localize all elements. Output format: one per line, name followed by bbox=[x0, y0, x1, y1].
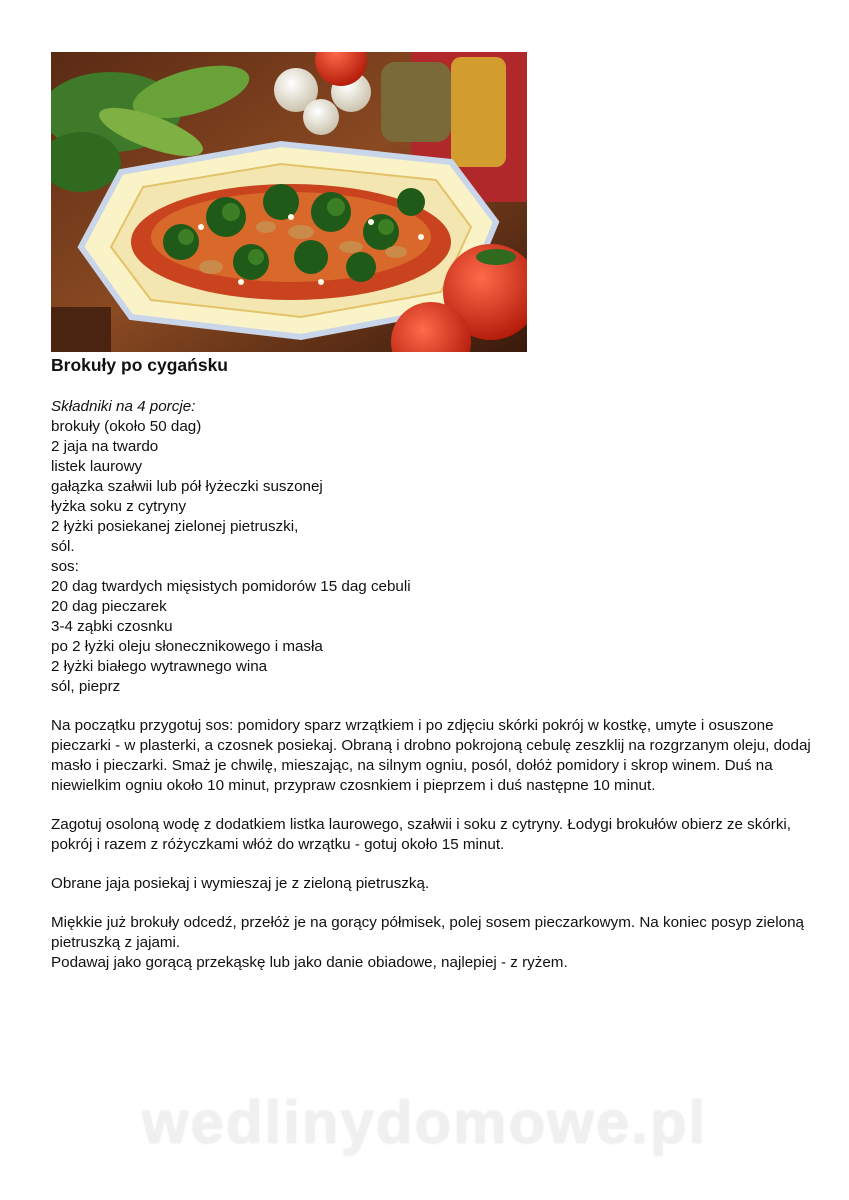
recipe-title: Brokuły po cygańsku bbox=[51, 355, 228, 375]
ingredient-item: 20 dag twardych mięsistych pomidorów 15 dag cebuli bbox=[51, 578, 411, 595]
ingredient-item: 20 dag pieczarek bbox=[51, 598, 167, 615]
ingredient-item: sól. bbox=[51, 538, 75, 555]
ingredient-item: łyżka soku z cytryny bbox=[51, 498, 187, 515]
ingredients-heading: Składniki na 4 porcje: bbox=[51, 398, 196, 415]
instruction-line: Podawaj jako gorącą przekąskę lub jako danie obiadowe, najlepiej - z ryżem. bbox=[51, 954, 568, 971]
ingredient-item: listek laurowy bbox=[51, 458, 143, 475]
instructions bbox=[51, 716, 811, 992]
ingredient-item: sól, pieprz bbox=[51, 678, 121, 695]
dish-photo bbox=[51, 52, 527, 352]
ingredient-item: 2 łyżki posiekanej zielonej pietruszki, bbox=[51, 518, 299, 535]
ingredient-item: po 2 łyżki oleju słonecznikowego i masła bbox=[51, 638, 323, 655]
instruction-line: Miękkie już brokuły odcedź, przełóż je na gorący półmisek, polej sosem pieczarkowym. Na koniec posyp zieloną pietruszką z jajami. bbox=[51, 914, 804, 951]
instruction-paragraph bbox=[51, 913, 811, 973]
watermark: wedlinydomowe.pl bbox=[141, 1089, 708, 1156]
dish-illustration bbox=[51, 52, 527, 352]
ingredient-item: gałązka szałwii lub pół łyżeczki suszonej bbox=[51, 478, 323, 495]
instruction-paragraph: Zagotuj osoloną wodę z dodatkiem listka laurowego, szałwii i soku z cytryny. Łodygi brokułów obierz ze skórki, pokrój i razem z różyczkami włóż do wrzątku - gotuj około 15 minut. bbox=[51, 816, 792, 853]
ingredient-item: 2 jaja na twardo bbox=[51, 438, 159, 455]
ingredient-item: 2 łyżki białego wytrawnego wina bbox=[51, 658, 268, 675]
ingredient-item: sos: bbox=[51, 558, 79, 575]
instruction-paragraph: Na początku przygotuj sos: pomidory sparz wrzątkiem i po zdjęciu skórki pokrój w kostkę, umyte i osuszone pieczarki - w plasterki, a czosnek posiekaj. Obraną i drobno pokrojoną cebulę zeszklij na rozgrzanym oleju, dodaj masło i pieczarki. Smaż je chwilę, mieszając, na silnym ogniu, posól, dołóż pomidory i skrop winem. Duś na niewielkim ogniu około 10 minut, przypraw czosnkiem i pieprzem i duś następne 10 minut. bbox=[51, 717, 811, 794]
instruction-paragraph: Obrane jaja posiekaj i wymieszaj je z zieloną pietruszką. bbox=[51, 875, 430, 892]
ingredients-list bbox=[51, 397, 411, 697]
ingredient-item: 3-4 ząbki czosnku bbox=[51, 618, 173, 635]
ingredient-item: brokuły (około 50 dag) bbox=[51, 418, 202, 435]
